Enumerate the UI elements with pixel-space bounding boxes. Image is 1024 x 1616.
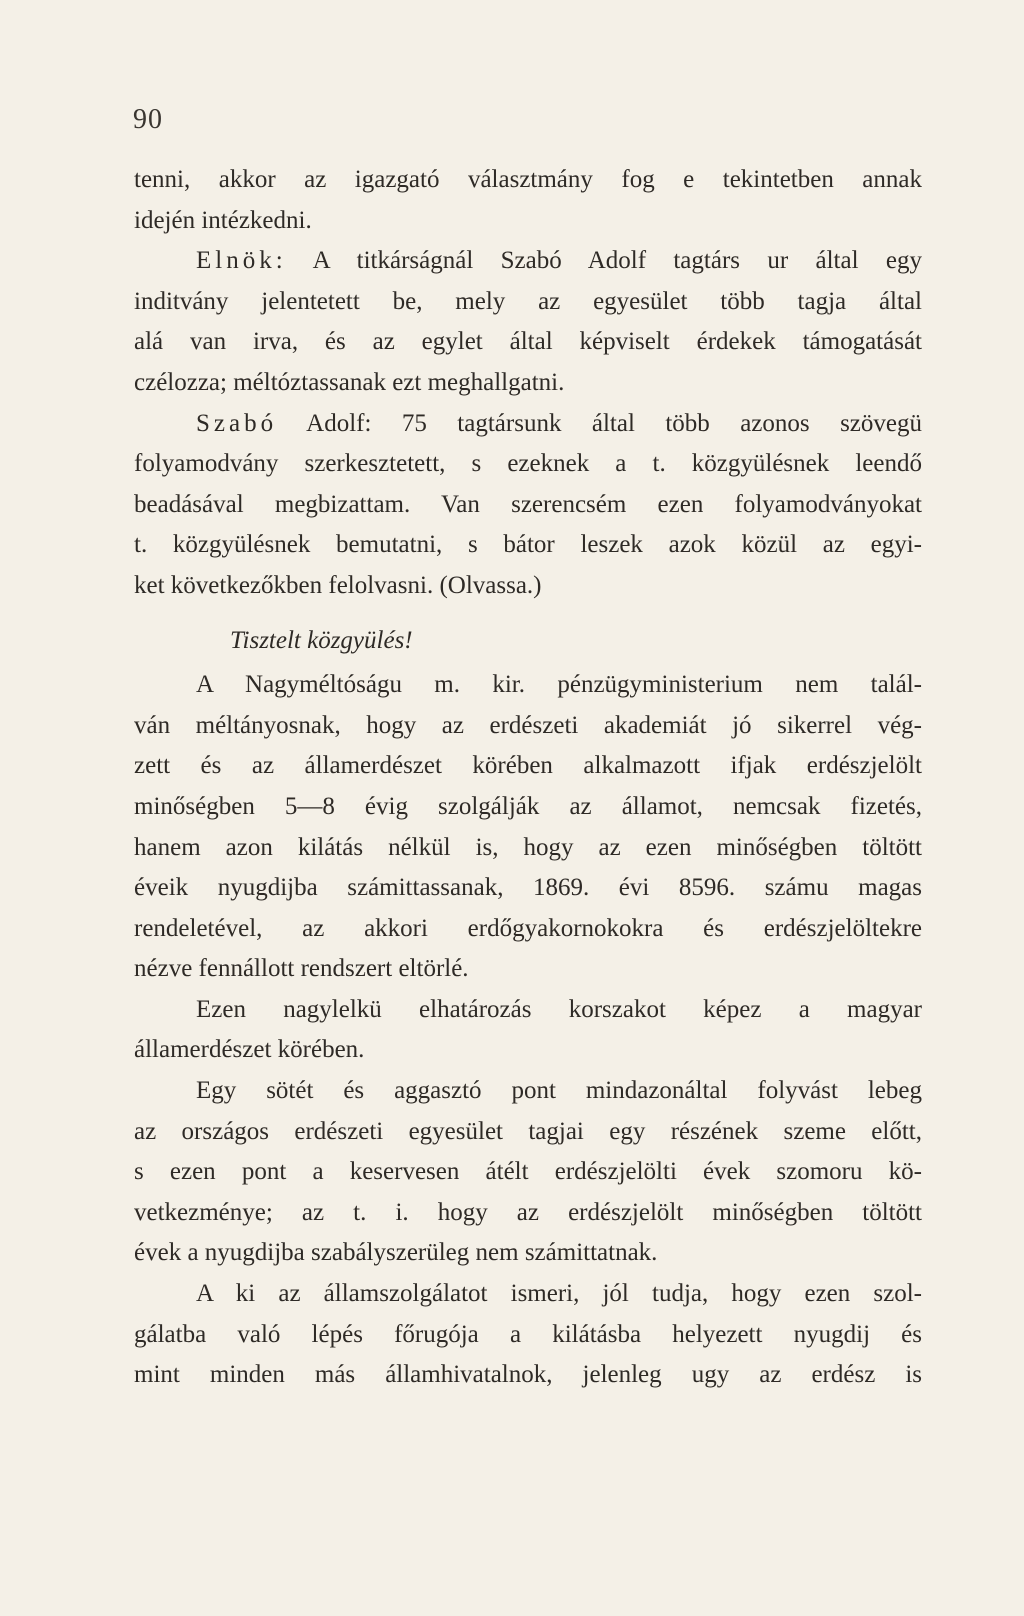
- text-line: minőségben 5—8 évig szolgálják az államot, nemcsak fizetés,: [134, 792, 922, 820]
- text-line: ket következőkben felolvasni. (Olvassa.): [134, 571, 542, 599]
- text-line: évek a nyugdijba szabályszerüleg nem számittatnak.: [134, 1239, 658, 1267]
- text-line: Ezen nagylelkü elhatározás korszakot képez a magyar: [196, 995, 922, 1023]
- text-line: alá van irva, és az egylet által képviselt érdekek támogatását: [134, 328, 922, 356]
- text-line: czélozza; méltóztassanak ezt meghallgatni.: [134, 368, 565, 396]
- text-line: s ezen pont a keservesen átélt erdészjelölti évek szomoru kö-: [134, 1158, 922, 1186]
- text-line: az országos erdészeti egyesület tagjai egy részének szeme előtt,: [134, 1117, 922, 1145]
- body-text: [134, 160, 922, 1396]
- text-line: nézve fennállott rendszert eltörlé.: [134, 955, 469, 983]
- text-line: zett és az államerdészet körében alkalmazott ifjak erdészjelölt: [134, 752, 922, 780]
- text-line: [134, 241, 922, 282]
- text-line: rendeletével, az akkori erdőgyakornokokra és erdészjelöltekre: [134, 914, 922, 942]
- text-line: Egy sötét és aggasztó pont mindazonáltal folyvást lebeg: [196, 1077, 922, 1105]
- text-line: tenni, akkor az igazgató választmány fog e tekintetben annak: [134, 166, 922, 193]
- speaker-name: Szabó: [196, 409, 278, 437]
- text-line: mint minden más államhivatalnok, jelenleg ugy az erdész is: [134, 1361, 922, 1389]
- text-line: hanem azon kilátás nélkül is, hogy az ezen minőségben töltött: [134, 833, 922, 861]
- text-line: idején intézkedni.: [134, 206, 312, 234]
- text-line: A Nagyméltóságu m. kir. pénzügyministerium nem talál-: [196, 671, 922, 699]
- text-line: [134, 404, 922, 445]
- speaker-name: Elnök:: [196, 247, 287, 275]
- text-line: beadásával megbizattam. Van szerencsém ezen folyamodványokat: [134, 490, 922, 518]
- letter-salutation: Tisztelt közgyülés!: [230, 626, 413, 654]
- text-line: inditvány jelentetett be, mely az egyesület több tagja által: [134, 287, 922, 315]
- text-line: A ki az államszolgálatot ismeri, jól tudja, hogy ezen szol-: [196, 1280, 922, 1308]
- text-line-content: Adolf: 75 tagtársunk által több azonos szövegü: [277, 409, 922, 437]
- page-number: 90: [133, 104, 163, 135]
- text-line: folyamodvány szerkesztetett, s ezeknek a t. közgyülésnek leendő: [134, 450, 922, 478]
- text-line: t. közgyülésnek bemutatni, s bátor leszek azok közül az egyi-: [134, 531, 922, 559]
- text-line: gálatba való lépés főrugója a kilátásba helyezett nyugdij és: [134, 1320, 922, 1348]
- text-line-content: A titkárságnál Szabó Adolf tagtárs ur által egy: [286, 247, 922, 275]
- text-line: ván méltányosnak, hogy az erdészeti akademiát jó sikerrel vég-: [134, 711, 922, 739]
- text-line: éveik nyugdijba számittassanak, 1869. évi 8596. számu magas: [134, 874, 922, 902]
- text-line: államerdészet körében.: [134, 1036, 365, 1064]
- text-line: vetkezménye; az t. i. hogy az erdészjelölt minőségben töltött: [134, 1198, 922, 1226]
